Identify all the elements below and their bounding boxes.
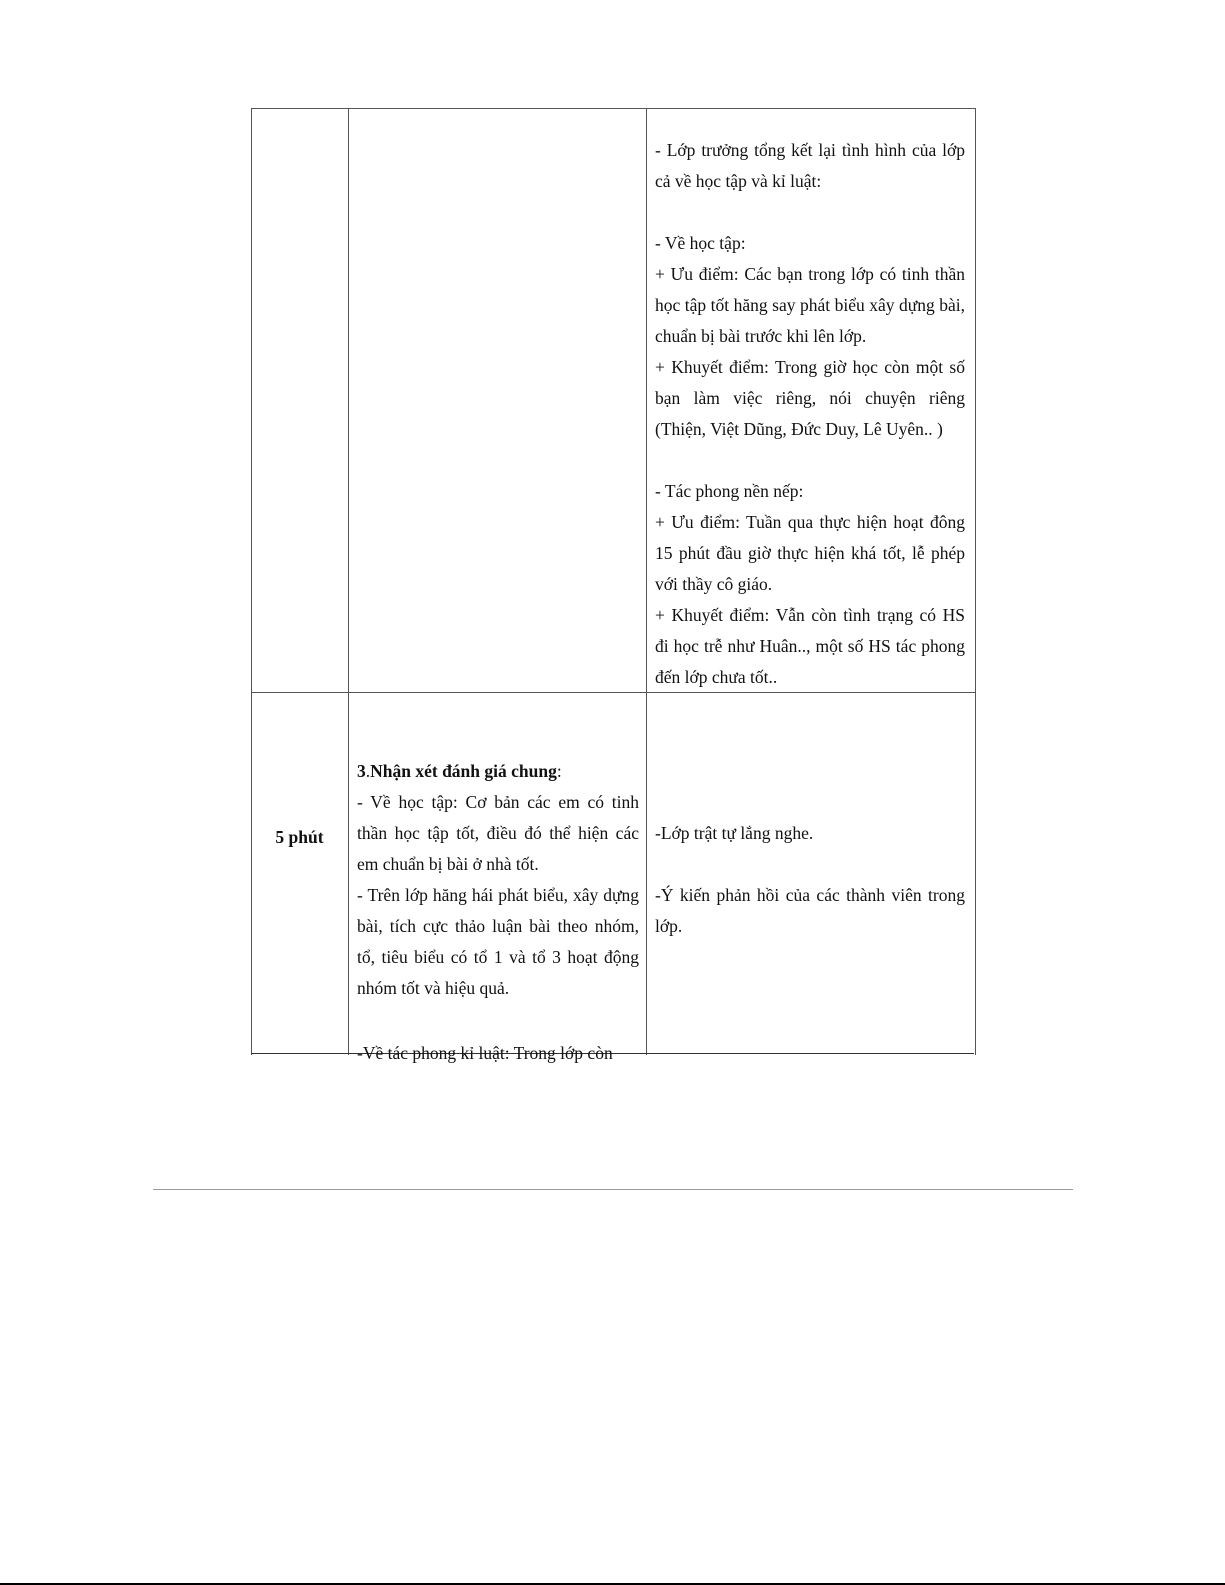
row2-student-activities <box>655 818 965 942</box>
text-line: -Lớp trật tự lắng nghe. <box>655 823 814 843</box>
heading-colon: : <box>556 761 562 781</box>
page-divider <box>153 1189 1073 1190</box>
text-line: -Ý kiến phản hồi của các thành viên trong lớp. <box>655 885 965 936</box>
text-line: - Trên lớp hăng hái phát biểu, xây dựng bài, tích cực thảo luận bài theo nhóm, tổ, tiêu biểu có tổ 1 và tổ 3 hoạt động nhóm tốt và hiệu quả. <box>357 885 639 998</box>
heading-title: Nhận xét đánh giá chung <box>370 761 557 781</box>
text-line: + Ưu điểm: Các bạn trong lớp có tinh thần học tập tốt hăng say phát biểu xây dựng bài, chuẩn bị bài trước khi lên lớp. <box>655 264 965 346</box>
text-line: - Về học tập: <box>655 233 746 253</box>
text-line: + Khuyết điểm: Vẫn còn tình trạng có HS đi học trễ như Huân.., một số HS tác phong đến lớp chưa tốt.. <box>655 605 965 687</box>
section-heading <box>357 756 639 787</box>
column-divider-2 <box>646 109 647 1055</box>
row1-student-activities <box>655 135 965 693</box>
column-divider-1 <box>348 109 349 1055</box>
time-cell: 5 phút <box>275 827 324 847</box>
text-line: - Về học tập: Cơ bản các em có tinh thần học tập tốt, điều đó thể hiện các em chuẩn bị bài ở nhà tốt. <box>357 792 639 874</box>
text-line: + Ưu điểm: Tuần qua thực hiện hoạt đông 15 phút đầu giờ thực hiện khá tốt, lễ phép với thầy cô giáo. <box>655 512 965 594</box>
text-line: + Khuyết điểm: Trong giờ học còn một số bạn làm việc riêng, nói chuyện riêng (Thiện, Việt Dũng, Đức Duy, Lê Uyên.. ) <box>655 357 965 439</box>
heading-dot: . <box>365 761 371 781</box>
text-line: - Lớp trưởng tổng kết lại tình hình của lớp cả về học tập và kỉ luật: <box>655 140 965 191</box>
row2-teacher-activities <box>357 756 639 1004</box>
text-line: - Tác phong nền nếp: <box>655 481 804 501</box>
heading-number: 3 <box>357 761 366 781</box>
overflow-line: -Về tác phong kỉ luật: Trong lớp còn <box>357 1043 613 1063</box>
